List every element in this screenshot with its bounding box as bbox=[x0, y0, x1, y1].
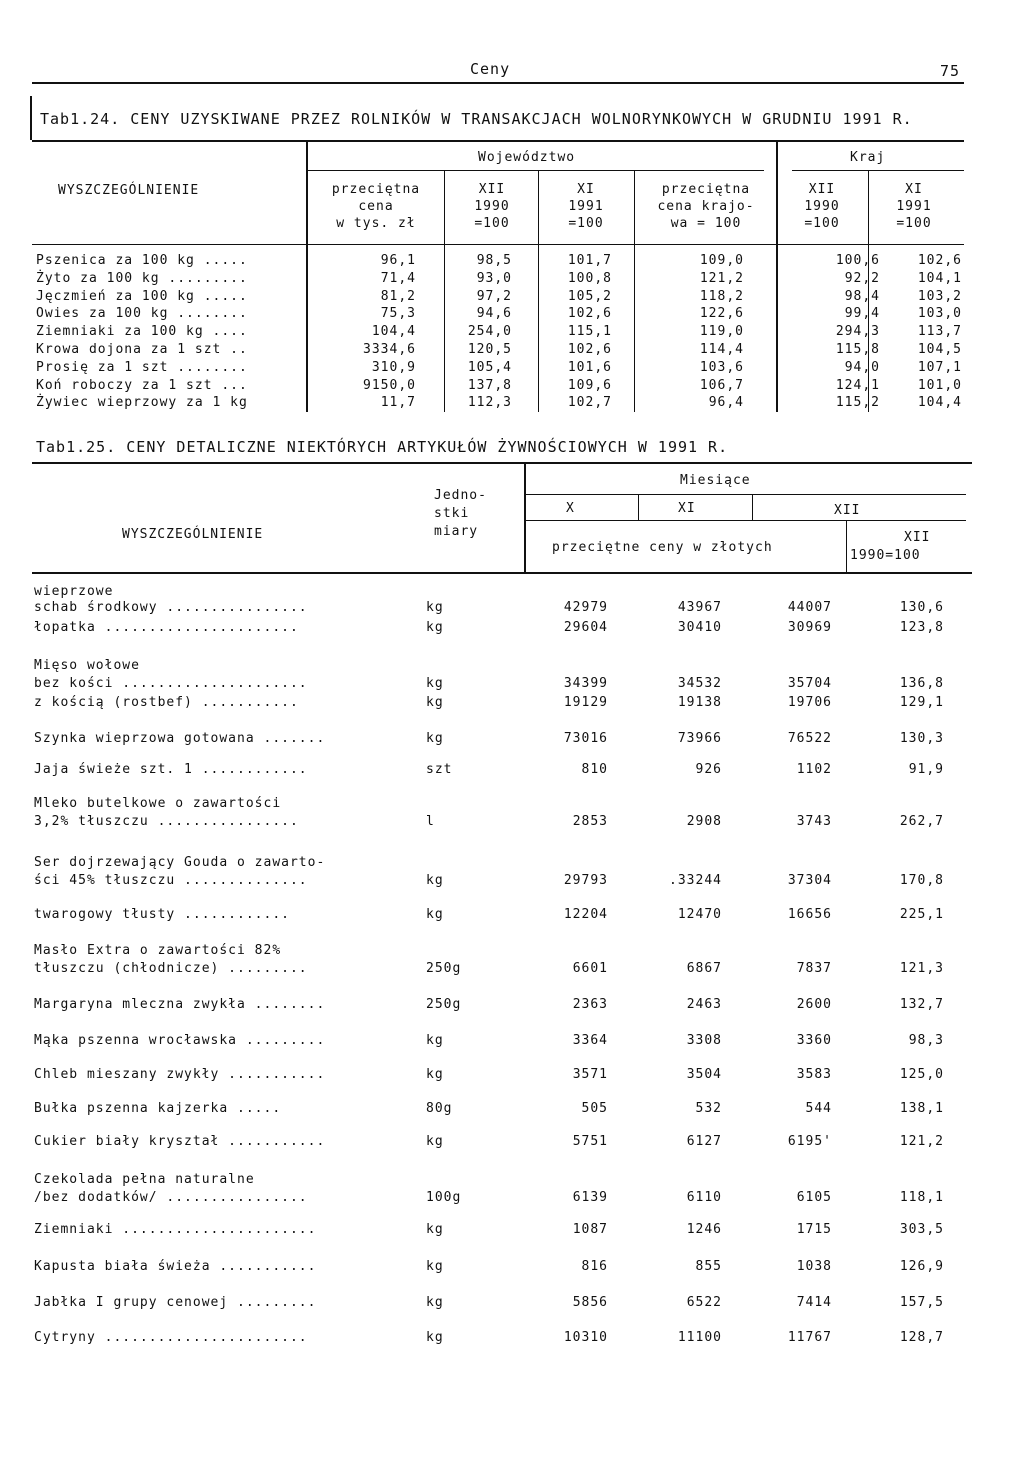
table25-unit-header-3: miary bbox=[434, 524, 479, 539]
table24-cell: 71,4 bbox=[380, 270, 416, 286]
table25-cell: 130,3 bbox=[899, 731, 944, 746]
table25-row-label: Ser dojrzewający Gouda o zawarto- bbox=[34, 855, 326, 870]
table25-cell: 505 bbox=[581, 1101, 608, 1116]
table25-unit: kg bbox=[426, 907, 444, 922]
table25-cell: 136,8 bbox=[899, 676, 944, 691]
table25-unit: kg bbox=[426, 1067, 444, 1082]
table25-cell: 132,7 bbox=[899, 997, 944, 1012]
table25-cell: 1087 bbox=[572, 1222, 608, 1237]
table24-cell: 105,2 bbox=[567, 288, 612, 304]
table25-unit: kg bbox=[426, 620, 444, 635]
table25-cell: 1102 bbox=[796, 762, 832, 777]
table25-cell: 2908 bbox=[686, 814, 722, 829]
table25-month-xi: XI bbox=[678, 501, 696, 516]
table25-cell: 262,7 bbox=[899, 814, 944, 829]
table25-spec-header: WYSZCZEGÓLNIENIE bbox=[122, 527, 264, 542]
table24-cell: 107,1 bbox=[917, 359, 962, 375]
table25-unit: szt bbox=[426, 762, 453, 777]
table24-cell: 114,4 bbox=[699, 342, 744, 357]
table25-cell: 11100 bbox=[677, 1330, 722, 1345]
table24-col-header: XII bbox=[478, 182, 506, 197]
table24-cell: 11,7 bbox=[380, 395, 416, 411]
table24-cell: 100,8 bbox=[567, 270, 612, 286]
table24-cell: 9150,0 bbox=[363, 377, 416, 393]
table24-row-label: Koń roboczy za 1 szt ... bbox=[36, 377, 248, 393]
table25-row-label: 3,2% tłuszczu ................ bbox=[34, 814, 299, 829]
table25-row-label: Szynka wieprzowa gotowana ....... bbox=[34, 731, 326, 746]
table25-cell: 816 bbox=[581, 1259, 608, 1274]
table25-cell: 7837 bbox=[796, 961, 832, 976]
table25-cell: 42979 bbox=[563, 600, 608, 615]
table24-cell: 98,5 bbox=[476, 253, 512, 268]
table25-row-label: schab środkowy ................ bbox=[34, 600, 308, 615]
table25-cell: 3571 bbox=[572, 1067, 608, 1082]
table24-cell: 102,7 bbox=[567, 395, 612, 411]
table25-month-xii: XII bbox=[834, 503, 861, 518]
table24-col-header: 1990 bbox=[474, 199, 510, 214]
table25-cell: 44007 bbox=[787, 600, 832, 615]
table25-title: Tab1.25. CENY DETALICZNE NIEKTÓRYCH ARTYKUŁÓW ŻYWNOŚCIOWYCH W 1991 R. bbox=[36, 438, 729, 456]
table25-cell: 532 bbox=[695, 1101, 722, 1116]
running-head: Ceny bbox=[470, 60, 511, 78]
table25-cell: 37304 bbox=[787, 873, 832, 888]
table24-col-header: przeciętna bbox=[661, 182, 751, 197]
table24-col-header: cena krajo- bbox=[657, 199, 755, 214]
table24-col-header: XI bbox=[905, 182, 923, 197]
table25-unit: 80g bbox=[426, 1101, 453, 1116]
table24-cell: 92,2 bbox=[844, 270, 880, 286]
table24-cell: 103,6 bbox=[699, 359, 744, 375]
table25-cell: 19138 bbox=[677, 695, 722, 710]
table25-index-header-1: XII bbox=[904, 530, 931, 545]
table24-cell: 101,6 bbox=[567, 359, 612, 375]
table24-row-label: Krowa dojona za 1 szt .. bbox=[36, 342, 248, 357]
table25-cell: 12204 bbox=[563, 907, 608, 922]
table24-col-header: w tys. zł bbox=[336, 216, 416, 231]
table24-cell: 118,2 bbox=[699, 288, 744, 304]
table25-cell: 6601 bbox=[572, 961, 608, 976]
table25-cell: 6139 bbox=[572, 1190, 608, 1205]
table25-row-label: Chleb mieszany zwykły ........... bbox=[34, 1067, 326, 1082]
table24-col-header: wa = 100 bbox=[670, 216, 742, 231]
table25-cell: 6867 bbox=[686, 961, 722, 976]
table24-cell: 104,4 bbox=[371, 324, 416, 340]
table25-cell: 6105 bbox=[796, 1190, 832, 1205]
table24-cell: 75,3 bbox=[380, 306, 416, 322]
table24-cell: 96,1 bbox=[380, 253, 416, 268]
table25-unit-header-2: stki bbox=[434, 506, 470, 521]
table24-col-header: XII bbox=[808, 182, 836, 197]
table25-cell: 121,3 bbox=[899, 961, 944, 976]
table25-row-label: łopatka ...................... bbox=[34, 620, 299, 635]
table25-unit: l bbox=[426, 814, 435, 829]
table25-cell: 76522 bbox=[787, 731, 832, 746]
table25-cell: 225,1 bbox=[899, 907, 944, 922]
table25-cell: 30410 bbox=[677, 620, 722, 635]
table25-unit: kg bbox=[426, 1222, 444, 1237]
table24-col-header: XI bbox=[577, 182, 595, 197]
left-margin-mark bbox=[30, 96, 32, 140]
table25-row-label: ści 45% tłuszczu .............. bbox=[34, 873, 308, 888]
table25-cell: 30969 bbox=[787, 620, 832, 635]
table25-cell: 2853 bbox=[572, 814, 608, 829]
table24-cell: 104,5 bbox=[917, 342, 962, 357]
table25-cell: 157,5 bbox=[899, 1295, 944, 1310]
table24-cell: 103,0 bbox=[917, 306, 962, 322]
table25-group-months: Miesiące bbox=[680, 473, 751, 488]
table25-row-label: Mleko butelkowe o zawartości bbox=[34, 796, 282, 811]
table24-cell: 103,2 bbox=[917, 288, 962, 304]
table25-cell: 170,8 bbox=[899, 873, 944, 888]
table25-cell: 34532 bbox=[677, 676, 722, 691]
table25-cell: 43967 bbox=[677, 600, 722, 615]
table25-row-label: tłuszczu (chłodnicze) ......... bbox=[34, 961, 308, 976]
table24-cell: 81,2 bbox=[380, 288, 416, 304]
table25-cell: 926 bbox=[695, 762, 722, 777]
table25-row-label: Margaryna mleczna zwykła ........ bbox=[34, 997, 326, 1012]
table25-cell: 7414 bbox=[796, 1295, 832, 1310]
table25-cell: 3504 bbox=[686, 1067, 722, 1082]
table25-unit: kg bbox=[426, 1330, 444, 1345]
table25-row-label: /bez dodatków/ ................ bbox=[34, 1190, 308, 1205]
table25-unit: kg bbox=[426, 600, 444, 615]
table25-cell: 3308 bbox=[686, 1033, 722, 1048]
table24-cell: 94,0 bbox=[844, 359, 880, 375]
table25-row-label: twarogowy tłusty ............ bbox=[34, 907, 290, 922]
table25-cell: 6522 bbox=[686, 1295, 722, 1310]
table25-cell: 5856 bbox=[572, 1295, 608, 1310]
table25-unit: kg bbox=[426, 1134, 444, 1149]
table25-cell: 123,8 bbox=[899, 620, 944, 635]
table24-col-header: =100 bbox=[474, 216, 510, 231]
table24-row-label: Pszenica za 100 kg ..... bbox=[36, 253, 248, 268]
table25-top-rule bbox=[32, 462, 972, 464]
table24-cell: 294,3 bbox=[835, 324, 880, 340]
table24-cell: 93,0 bbox=[476, 270, 512, 286]
table25-row-label: Kapusta biała świeża ........... bbox=[34, 1259, 317, 1274]
table24-cell: 97,2 bbox=[476, 288, 512, 304]
table25-cell: 3583 bbox=[796, 1067, 832, 1082]
table24-cell: 3334,6 bbox=[363, 342, 416, 357]
table25-unit: kg bbox=[426, 1259, 444, 1274]
table25-cell: 544 bbox=[805, 1101, 832, 1116]
table25-row-label: Masło Extra o zawartości 82% bbox=[34, 943, 282, 958]
table24-cell: 94,6 bbox=[476, 306, 512, 322]
table25-row-label: bez kości ..................... bbox=[34, 676, 308, 691]
table25-unit: kg bbox=[426, 695, 444, 710]
table24-cell: 106,7 bbox=[699, 377, 744, 393]
table24-cell: 115,2 bbox=[835, 395, 880, 411]
table25-row-label: Jaja świeże szt. 1 ............ bbox=[34, 762, 308, 777]
table24-cell: 109,0 bbox=[699, 253, 744, 268]
table25-row-label: z kością (rostbef) ........... bbox=[34, 695, 299, 710]
table24-row-label: Żywiec wieprzowy za 1 kg bbox=[36, 395, 248, 411]
table24-row-label: Jęczmień za 100 kg ..... bbox=[36, 288, 248, 304]
table24-title: Tab1.24. CENY UZYSKIWANE PRZEZ ROLNIKÓW W TRANSAKCJACH WOLNORYNKOWYCH W GRUDNIU 1991 R. bbox=[40, 110, 913, 128]
table24-cell: 137,8 bbox=[467, 377, 512, 393]
table24-col-header: =100 bbox=[804, 216, 840, 231]
table24-col-header: =100 bbox=[568, 216, 604, 231]
table25-month-x: X bbox=[566, 501, 575, 516]
table25-cell: 126,9 bbox=[899, 1259, 944, 1274]
table25-cell: 855 bbox=[695, 1259, 722, 1274]
table24-cell: 96,4 bbox=[708, 395, 744, 411]
table25-cell: 16656 bbox=[787, 907, 832, 922]
table25-cell: 6127 bbox=[686, 1134, 722, 1149]
table24-cell: 104,1 bbox=[917, 270, 962, 286]
table25-cell: 125,0 bbox=[899, 1067, 944, 1082]
table25-cell: 19129 bbox=[563, 695, 608, 710]
table24-cell: 124,1 bbox=[835, 377, 880, 393]
table25-cell: 2363 bbox=[572, 997, 608, 1012]
table25-cell: 19706 bbox=[787, 695, 832, 710]
table25-unit: 250g bbox=[426, 961, 462, 976]
table25-cell: 10310 bbox=[563, 1330, 608, 1345]
table25-cell: 12470 bbox=[677, 907, 722, 922]
table25-row-label: Cukier biały kryształ ........... bbox=[34, 1134, 326, 1149]
table25-cell: 6110 bbox=[686, 1190, 722, 1205]
table25-cell: 29604 bbox=[563, 620, 608, 635]
table25-cell: 121,2 bbox=[899, 1134, 944, 1149]
table24-spec-header: WYSZCZEGÓLNIENIE bbox=[58, 183, 200, 198]
table25-cell: 73966 bbox=[677, 731, 722, 746]
table24-col-header: =100 bbox=[896, 216, 932, 231]
table24-cell: 105,4 bbox=[467, 359, 512, 375]
table25-row-label: Czekolada pełna naturalne bbox=[34, 1172, 255, 1187]
table24-cell: 100,6 bbox=[835, 253, 880, 268]
table24-cell: 104,4 bbox=[917, 395, 962, 411]
table25-row-label: Mąka pszenna wrocławska ......... bbox=[34, 1033, 326, 1048]
table24-cell: 99,4 bbox=[844, 306, 880, 322]
table25-unit: kg bbox=[426, 1033, 444, 1048]
table24-cell: 102,6 bbox=[917, 253, 962, 268]
table25-unit: 250g bbox=[426, 997, 462, 1012]
table24-cell: 115,1 bbox=[567, 324, 612, 340]
table25-unit: kg bbox=[426, 731, 444, 746]
table25-cell: 1246 bbox=[686, 1222, 722, 1237]
table24-cell: 101,7 bbox=[567, 253, 612, 268]
table25-cell: 5751 bbox=[572, 1134, 608, 1149]
table24-top-rule bbox=[32, 140, 964, 142]
table25-unit: 100g bbox=[426, 1190, 462, 1205]
table25-cell: 2463 bbox=[686, 997, 722, 1012]
table25-row-label: Ziemniaki ...................... bbox=[34, 1222, 317, 1237]
table25-cell: 138,1 bbox=[899, 1101, 944, 1116]
table24-col-header: cena bbox=[358, 199, 394, 214]
table25-unit: kg bbox=[426, 873, 444, 888]
table25-cell: 303,5 bbox=[899, 1222, 944, 1237]
table25-cell: 6195' bbox=[787, 1134, 832, 1149]
table25-unit: kg bbox=[426, 1295, 444, 1310]
table24-col-header: 1991 bbox=[568, 199, 604, 214]
table24-cell: 119,0 bbox=[699, 324, 744, 340]
table24-col-header: 1990 bbox=[804, 199, 840, 214]
table25-unit-header-1: Jedno- bbox=[434, 488, 487, 503]
table24-cell: 120,5 bbox=[467, 342, 512, 357]
table25-avg-price-label: przeciętne ceny w złotych bbox=[552, 540, 773, 555]
table24-cell: 109,6 bbox=[567, 377, 612, 393]
table25-header-bottom-rule bbox=[32, 572, 972, 574]
table25-cell: 34399 bbox=[563, 676, 608, 691]
table24-cell: 121,2 bbox=[699, 270, 744, 286]
table25-cell: 73016 bbox=[563, 731, 608, 746]
table25-cell: 35704 bbox=[787, 676, 832, 691]
table25-cell: 3743 bbox=[796, 814, 832, 829]
table25-cell: 29793 bbox=[563, 873, 608, 888]
table25-unit: kg bbox=[426, 676, 444, 691]
table24-cell: 102,6 bbox=[567, 342, 612, 357]
table24-row-label: Prosię za 1 szt ........ bbox=[36, 359, 248, 375]
table24-col-header: 1991 bbox=[896, 199, 932, 214]
table25-cell: .33244 bbox=[669, 873, 722, 888]
table24-group-voivodeship: Województwo bbox=[478, 150, 576, 165]
table24-cell: 113,7 bbox=[917, 324, 962, 340]
table25-cell: 130,6 bbox=[899, 600, 944, 615]
table24-cell: 115,8 bbox=[835, 342, 880, 357]
table24-cell: 102,6 bbox=[567, 306, 612, 322]
table25-row-label: Bułka pszenna kajzerka ..... bbox=[34, 1101, 282, 1116]
table25-row-label: Cytryny ....................... bbox=[34, 1330, 308, 1345]
table24-col-header: przeciętna bbox=[331, 182, 421, 197]
table24-row-label: Owies za 100 kg ........ bbox=[36, 306, 248, 322]
table25-cell: 3364 bbox=[572, 1033, 608, 1048]
table25-cell: 128,7 bbox=[899, 1330, 944, 1345]
table25-row-label: wieprzowe bbox=[34, 584, 114, 599]
table25-cell: 1715 bbox=[796, 1222, 832, 1237]
table25-cell: 98,3 bbox=[908, 1033, 944, 1048]
page-number: 75 bbox=[940, 62, 961, 80]
table24-group-country: Kraj bbox=[850, 150, 886, 165]
table25-cell: 118,1 bbox=[899, 1190, 944, 1205]
table24-cell: 310,9 bbox=[371, 359, 416, 375]
table25-cell: 1038 bbox=[796, 1259, 832, 1274]
table25-cell: 129,1 bbox=[899, 695, 944, 710]
table25-cell: 91,9 bbox=[908, 762, 944, 777]
table24-row-label: Żyto za 100 kg ......... bbox=[36, 270, 248, 286]
table24-cell: 112,3 bbox=[467, 395, 512, 411]
table25-cell: 11767 bbox=[787, 1330, 832, 1345]
header-rule bbox=[32, 82, 964, 84]
table25-index-header-2: 1990=100 bbox=[850, 548, 921, 563]
table24-cell: 98,4 bbox=[844, 288, 880, 304]
table25-row-label: Mięso wołowe bbox=[34, 658, 140, 673]
table25-cell: 2600 bbox=[796, 997, 832, 1012]
table25-cell: 3360 bbox=[796, 1033, 832, 1048]
table24-cell: 101,0 bbox=[917, 377, 962, 393]
table25-row-label: Jabłka I grupy cenowej ......... bbox=[34, 1295, 317, 1310]
table24-cell: 122,6 bbox=[699, 306, 744, 322]
table24-cell: 254,0 bbox=[467, 324, 512, 340]
table25-cell: 810 bbox=[581, 762, 608, 777]
table24-row-label: Ziemniaki za 100 kg .... bbox=[36, 324, 248, 340]
